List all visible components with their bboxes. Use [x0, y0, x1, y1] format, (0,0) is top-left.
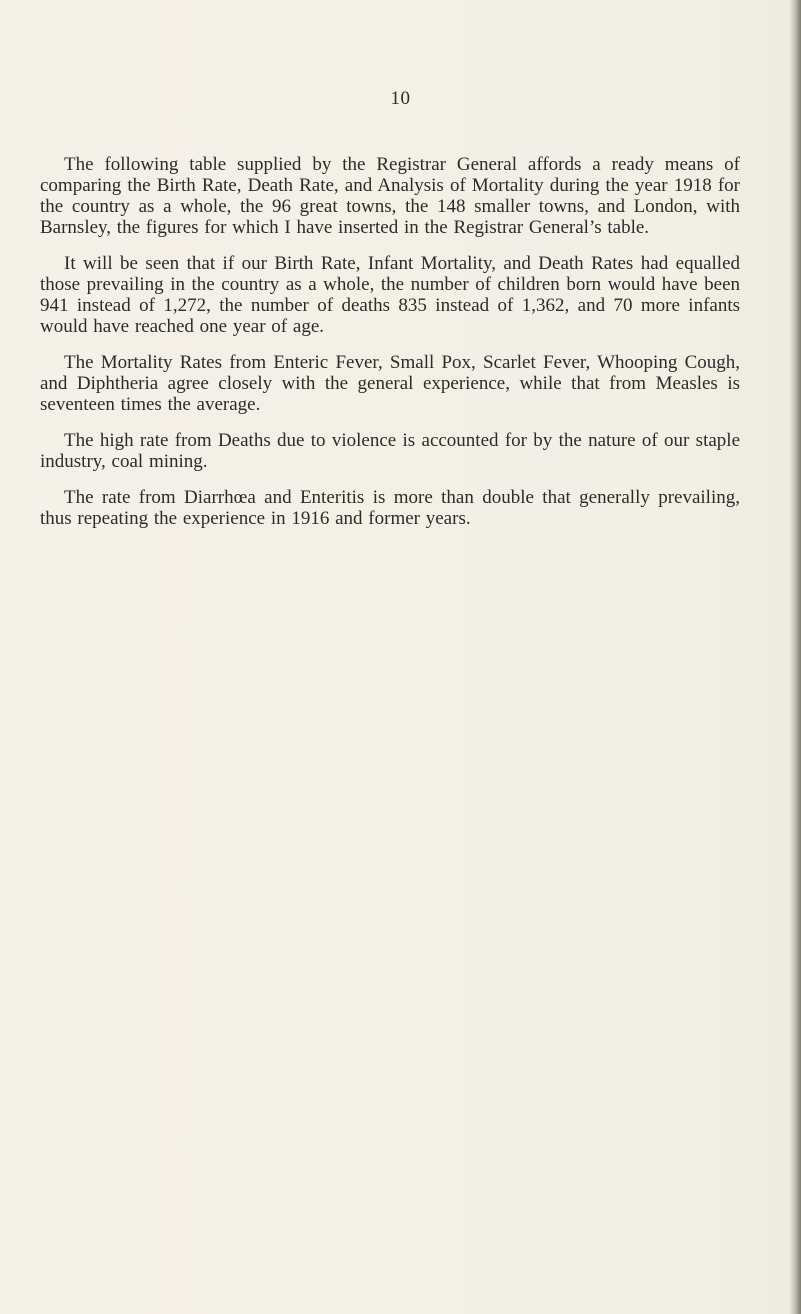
paragraph-registrar-table: The following table supplied by the Registrar General affords a ready means of comparing the Birth Rate, Death Rate, and Analysis of Mortality during the year 1918 for the country as a whole, the 96 great towns, the 148 smaller towns, and London, with Barnsley, the figures for which I have inserted in the Registrar General’s table. — [40, 154, 740, 238]
paragraph-diarrhoea-enteritis: The rate from Diarrhœa and Enteritis is more than double that generally prevailing, thus repeating the experience in 1916 and former years. — [40, 487, 740, 529]
page-edge-shadow — [789, 0, 801, 1314]
page-number: 10 — [390, 88, 411, 109]
paragraph-comparison-rates: It will be seen that if our Birth Rate, Infant Mortality, and Death Rates had equalled those prevailing in the country as a whole, the number of children born would have been 941 instead of 1,272, the number of deaths 835 instead of 1,362, and 70 more infants would have reached one year of age. — [40, 253, 740, 337]
paragraph-mortality-diseases: The Mortality Rates from Enteric Fever, Small Pox, Scarlet Fever, Whooping Cough, and Diphtheria agree closely with the general experience, while that from Measles is seventeen times the average. — [40, 352, 740, 415]
body-text — [40, 154, 740, 544]
paragraph-violence-deaths: The high rate from Deaths due to violence is accounted for by the nature of our staple industry, coal mining. — [40, 430, 740, 472]
